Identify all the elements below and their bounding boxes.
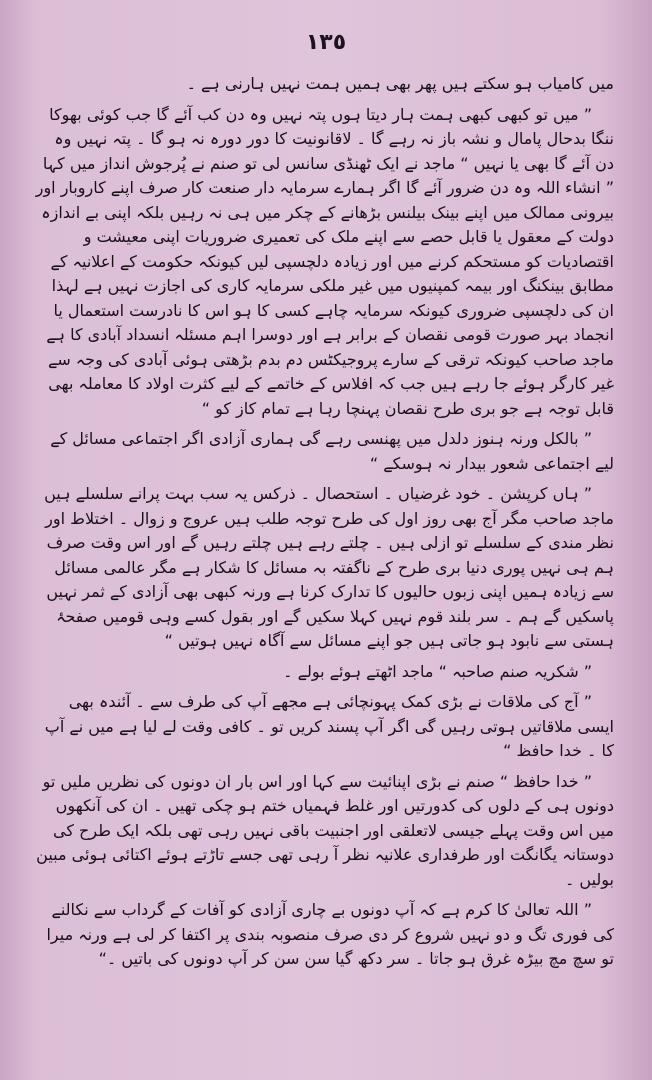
page-body [32, 72, 614, 978]
paragraph: میں کامیاب ہو سکتے ہیں پھر بھی ہمیں ہمت نہیں ہارنی ہے ۔ [186, 74, 614, 93]
paragraph: ” شکریہ صنم صاحبہ “ ماجد اٹھتے ہوئے بولے ۔ [283, 661, 592, 681]
paragraph: ” میں تو کبھی کبھی ہمت ہار دیتا ہوں پتہ نہیں وہ دن کب آئے گا جب کوئی بھوکا ننگا بدحال پامال و نشہ باز نہ رہے گا ۔ لاقانونیت کا دور دورہ نہ ہو گا ۔ پتہ نہیں وہ دن آئے گا بھی یا نہیں “ ماجد نے ایک ٹھنڈی سانس لی تو صنم نے پُرجوش انداز میں کہا ” انشاء اللہ وہ دن ضرور آئے گا اگر ہمارے سرمایہ دار صنعت کار صرف اپنے کاروبار اور بیرونی ممالک میں اپنے بینک بیلنس بڑھانے کے چکر میں ہی نہ رہیں بلکہ اپنی بے اندازہ دولت کے معقول یا قابل حصے سے اپنے ملک کی تعمیری ضروریات اپنی معیشت و اقتصادیات کو مستحکم کرنے میں اور زیادہ دلچسپی لیں کیونکہ حکومت کے اعلانیہ کے مطابق بینکنگ اور بیمہ کمپنیوں میں غیر ملکی سرمایہ کاری کی اجازت نہیں ہے لہذا ان کی دلچسپی ضروری کیونکہ سرمایہ چاہے کسی کا ہو اس کا نادرست استعمال یا انجماد بہر صورت قومی نقصان کے برابر ہے اور دوسرا اہم مسئلہ انسداد آبادی کا ہے ماجد صاحب کیونکہ ترقی کے سارے پروجیکٹس دم بدم بڑھتی ہوئی آبادی کی وجہ سے غیر کارگر ہوئے جا رہے ہیں جب کہ افلاس کے خاتمے کے لیے کثرت اولاد کا معاملہ بھی قابل توجہ ہے جو بری طرح نقصان پہنچا رہا ہے تمام کاز کو “ [35, 104, 614, 418]
page-number: ١٣٥ [305, 30, 347, 55]
paragraph: ” آج کی ملاقات نے بڑی کمک پہونچائی ہے مجھے آپ کی طرف سے ۔ آئندہ بھی ایسی ملاقاتیں ہوتی رہیں گی اگر آپ پسند کریں تو ۔ کافی وقت لے لیا ہے میں نے آپ کا ۔ خدا حافظ “ [44, 692, 614, 760]
paragraph: ” اللہ تعالیٰ کا کرم ہے کہ آپ دونوں بے چاری آزادی کو آفات کے گرداب سے نکالنے کی فوری تگ و دو نہیں شروع کر دی صرف منصوبہ بندی پر اکتفا کر لی ہے ورنہ میرا تو سچ مچ بیڑہ غرق ہو جاتا ۔ سر دکھ گیا سن سن کر آپ دونوں کی باتیں ۔“ [46, 900, 614, 968]
paragraph: ” خدا حافظ “ صنم نے بڑی اپنائیت سے کہا اور اس بار ان دونوں کی نظریں ملیں تو دونوں ہی کے دلوں کی کدورتیں اور غلط فہمیاں ختم ہو چکی تھیں ۔ ان کی آنکھوں میں اس وقت پہلے جیسی لاتعلقی اور اجنبیت باقی نہیں رہی تھی بلکہ ایک طرح کی دوستانہ یگانگت اور طرفداری علانیہ نظر آ رہی تھی جسے تاڑتے ہوئے اکتائی ہوئی مبین بولیں ۔ [36, 771, 614, 889]
paragraph: ” ہاں کرپشن ۔ خود غرضیاں ۔ استحصال ۔ ذرکس یہ سب بہت پرانے سلسلے ہیں ماجد صاحب مگر آج بھی روز اول کی طرح توجہ طلب ہیں عروج و زوال ۔ اختلاط اور نظر مندی کے سلسلے تو ازلی ہیں ۔ چلتے رہے ہیں چلتے رہیں گے اور اس وقت صرف ہم ہی نہیں پوری دنیا بری طرح کے ناگفتہ بہ مسائل کا شکار ہے مگر عالمی مسائل سے زیادہ ہمیں اپنی زبوں حالیوں کا تدارک کرنا ہے ورنہ کبھی بھی آزادی کے ثمر نہیں پاسکیں گے ہم ۔ سر بلند قوم نہیں کہلا سکیں گے اور بقول کسے وہی قومیں صفحۂ ہستی سے نابود ہو جاتی ہیں جو اپنے مسائل سے آگاہ نہیں ہوتیں “ [44, 484, 614, 650]
paragraph: ” بالکل ورنہ ہنوز دلدل میں پھنسی رہے گی ہماری آزادی اگر اجتماعی مسائل کے لیے اجتماعی شعور بیدار نہ ہوسکے “ [50, 429, 614, 473]
